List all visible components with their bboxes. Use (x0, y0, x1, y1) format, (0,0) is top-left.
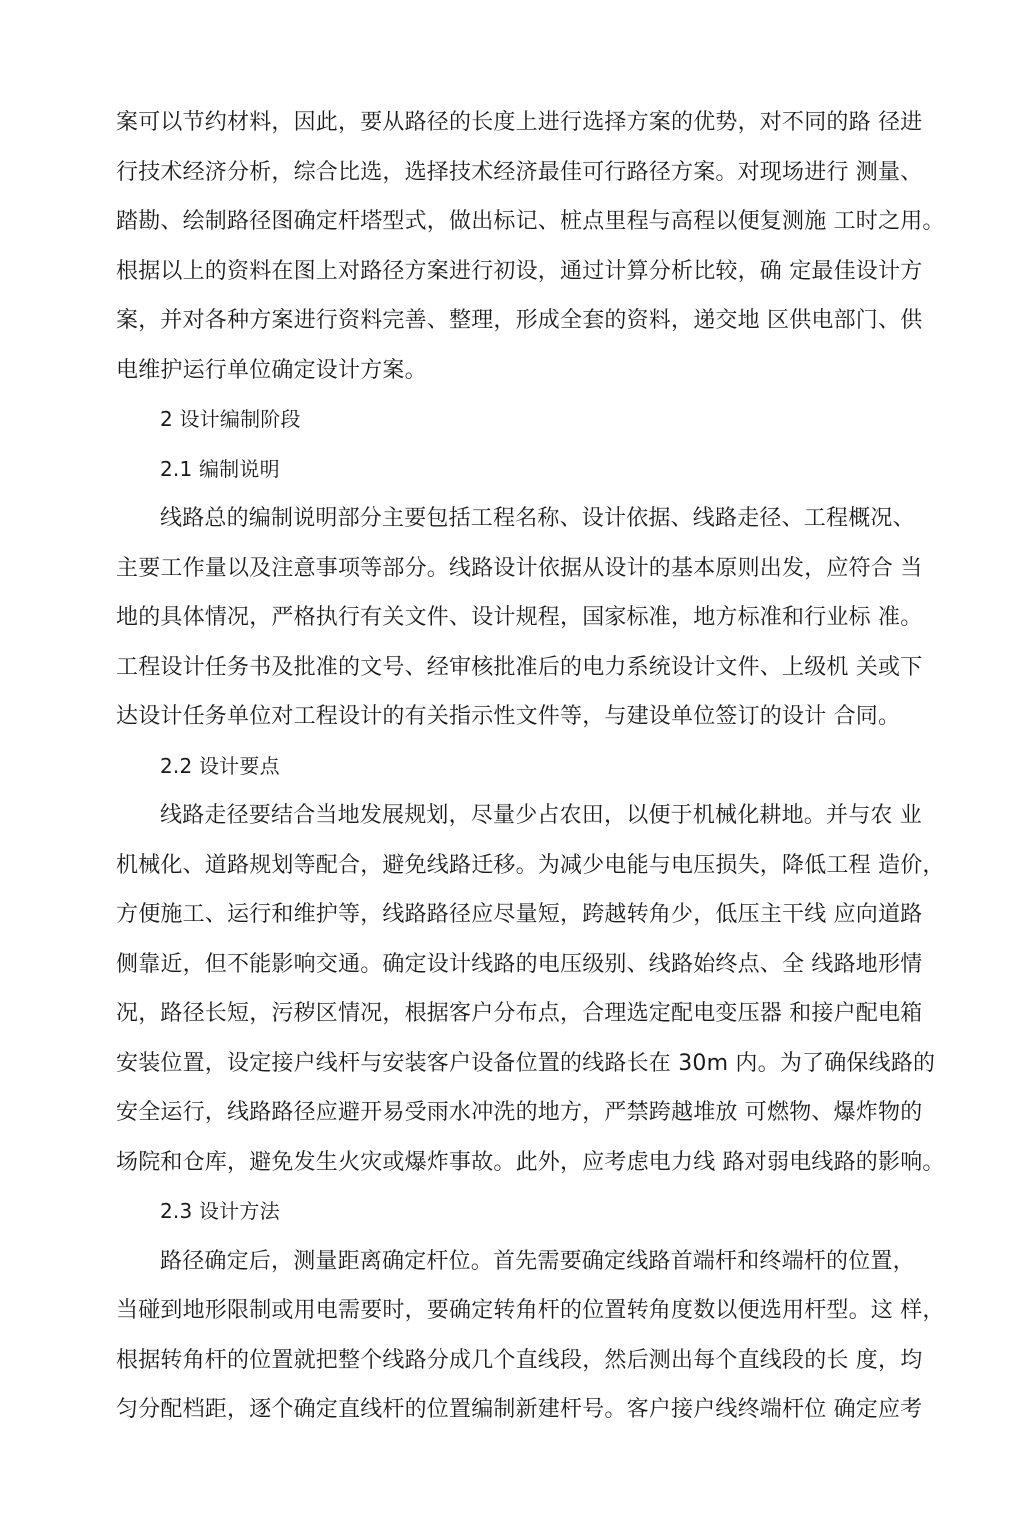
text-line: 电维护运行单位确定设计方案。 (116, 357, 427, 383)
text-line: 案，并对各种方案进行资料完善、整理，形成全套的资料，递交地 区供电部门、供 (116, 308, 923, 333)
section-heading-2-1: 2.1 编制说明 (160, 456, 280, 481)
text-line: 根据以上的资料在图上对路径方案进行初设，通过计算分析比较，确 定最佳设计方 (116, 258, 923, 284)
text-line: 主要工作量以及注意事项等部分。线路设计依据从设计的基本原则出发，应符合 当 (116, 555, 923, 581)
text-line: 达设计任务单位对工程设计的有关指示性文件等，与建设单位签订的设计 合同。 (116, 704, 901, 729)
document-body (116, 98, 945, 1435)
text-line: 案可以节约材料，因此，要从路径的长度上进行选择方案的优势，对不同的路 径进 (116, 110, 923, 135)
section-heading-2: 2 设计编制阶段 (160, 407, 301, 431)
paragraph-compilation-notes (116, 494, 923, 742)
text-line: 机械化、道路规划等配合，避免线路迁移。为减少电能与电压损失，降低工程 造价， (116, 852, 945, 878)
text-line: 根据转角杆的位置就把整个线路分成几个直线段，然后测出每个直线段的长 度，均 (116, 1347, 923, 1373)
section-heading-2-3: 2.3 设计方法 (160, 1199, 280, 1223)
text-line: 踏勘、绘制路径图确定杆塔型式，做出标记、桩点里程与高程以便复测施 工时之用。 (116, 209, 945, 234)
text-line: 行技术经济分析，综合比选，选择技术经济最佳可行路径方案。对现场进行 测量、 (116, 159, 923, 185)
text-line: 侧靠近，但不能影响交通。确定设计线路的电压级别、线路始终点、全 线路地形情 (116, 951, 923, 977)
text-line: 安全运行，线路路径应避开易受雨水冲洗的地方，严禁跨越堆放 可燃物、爆炸物的 (116, 1100, 923, 1125)
text-line: 工程设计任务书及批准的文号、经审核批准后的电力系统设计文件、上级机 关或下 (116, 654, 923, 680)
text-line: 线路总的编制说明部分主要包括工程名称、设计依据、线路走径、工程概况、 (160, 506, 915, 531)
text-line: 线路走径要结合当地发展规划，尽量少占农田，以便于机械化耕地。并与农 业 (160, 803, 922, 828)
paragraph-route-selection (116, 98, 945, 395)
paragraph-design-points (116, 791, 945, 1187)
text-line: 况，路径长短，污秽区情况，根据客户分布点，合理选定配电变压器 和接户配电箱 (116, 1001, 923, 1026)
text-line: 当碰到地形限制或用电需要时，要确定转角杆的位置转角度数以便选用杆型。这 样， (116, 1298, 945, 1323)
text-line: 地的具体情况，严格执行有关文件、设计规程，国家标准，地方标准和行业标 准。 (116, 605, 923, 630)
text-line: 安装位置，设定接户线杆与安装客户设备位置的线路长在 30m 内。为了确保线路的 (116, 1050, 936, 1076)
section-heading-2-2: 2.2 设计要点 (160, 753, 280, 778)
text-line: 方便施工、运行和维护等，线路路径应尽量短，跨越转角少，低压主干线 应向道路 (116, 902, 923, 927)
text-line: 匀分配档距，逐个确定直线杆的位置编制新建杆号。客户接户线终端杆位 确定应考 (116, 1397, 923, 1422)
paragraph-design-method (116, 1237, 945, 1435)
text-line: 路径确定后，测量距离确定杆位。首先需要确定线路首端杆和终端杆的位置， (160, 1248, 915, 1274)
text-line: 场院和仓库，避免发生火灾或爆炸事故。此外，应考虑电力线 路对弱电线路的影响。 (116, 1149, 945, 1175)
